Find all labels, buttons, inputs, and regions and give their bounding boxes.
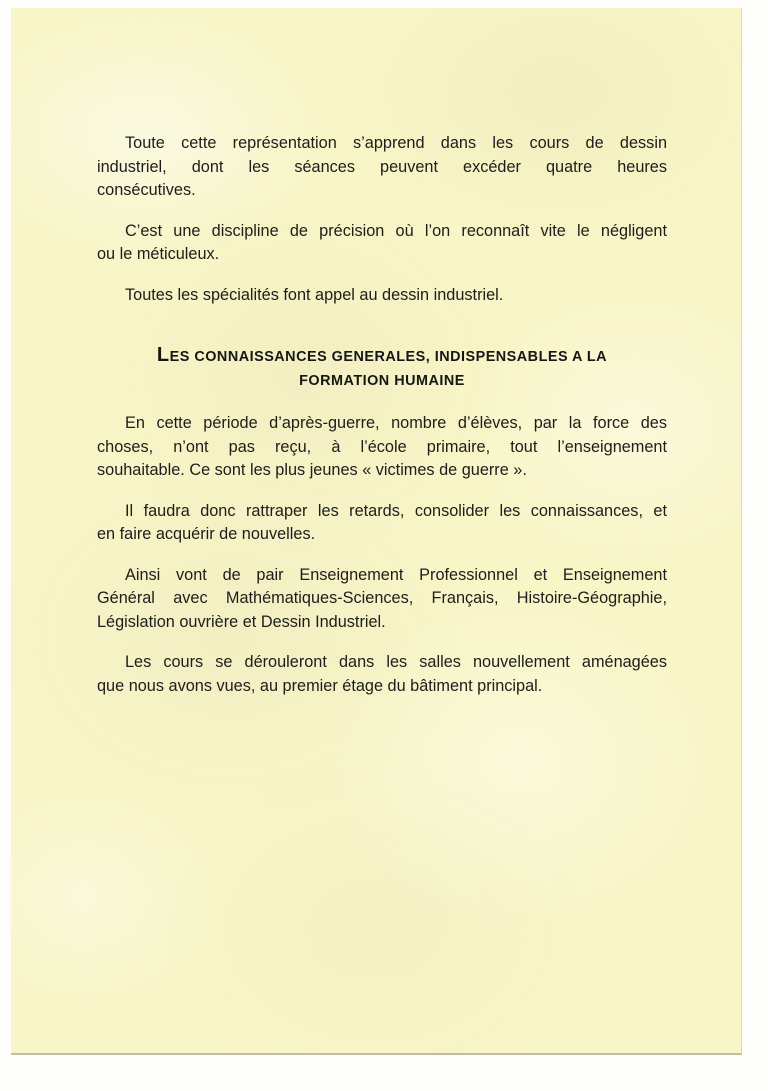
paragraph-discipline-precision <box>97 220 667 267</box>
paragraph-enseignement-general <box>97 564 667 635</box>
paragraph-line: Ainsi vont de pair Enseignement Professionnel et Enseignement <box>125 565 667 584</box>
paragraph-line: industriel, dont les séances peuvent excéder quatre heures <box>97 157 667 176</box>
paragraph-line: En cette période d’après-guerre, nombre d’élèves, par la force des <box>125 414 667 432</box>
paragraph-line: souhaitable. Ce sont les plus jeunes « victimes de guerre ». <box>97 461 527 479</box>
paragraph-line: Général avec Mathématiques-Sciences, Français, Histoire-Géographie, <box>97 589 667 607</box>
paragraph-line: Législation ouvrière et Dessin Industriel. <box>97 612 386 631</box>
scanned-page <box>11 8 742 1055</box>
paragraph-line: Il faudra donc rattraper les retards, consolider les connaissances, et <box>125 501 667 520</box>
paragraph-specialites <box>97 284 667 308</box>
paragraph-line: choses, n’ont pas reçu, à l’école primaire, tout l’enseignement <box>97 437 667 456</box>
paragraph-line: Les cours se dérouleront dans les salles nouvellement aménagées <box>125 653 667 671</box>
paragraph-apres-guerre <box>97 412 667 483</box>
paragraph-line: Toutes les spécialités font appel au dessin industriel. <box>125 285 504 304</box>
paragraph-line: en faire acquérir de nouvelles. <box>97 525 316 543</box>
paragraph-line: ou le méticuleux. <box>97 245 220 263</box>
paragraph-line: Toute cette représentation s’apprend dans les cours de dessin <box>125 134 667 152</box>
heading-line: FORMATION HUMAINE <box>299 373 465 389</box>
page-content <box>11 8 742 698</box>
paragraph-dessin-industriel <box>97 132 667 203</box>
section-heading <box>97 343 667 393</box>
heading-line: LES CONNAISSANCES GENERALES, INDISPENSABLES A LA <box>156 344 608 366</box>
paragraph-salles-amenagees <box>97 651 667 698</box>
paragraph-rattraper-retards <box>97 500 667 547</box>
paragraph-line: que nous avons vues, au premier étage du bâtiment principal. <box>97 676 543 695</box>
paragraph-line: consécutives. <box>97 181 196 199</box>
paragraph-line: C’est une discipline de précision où l’on reconnaît vite le négligent <box>125 221 667 240</box>
